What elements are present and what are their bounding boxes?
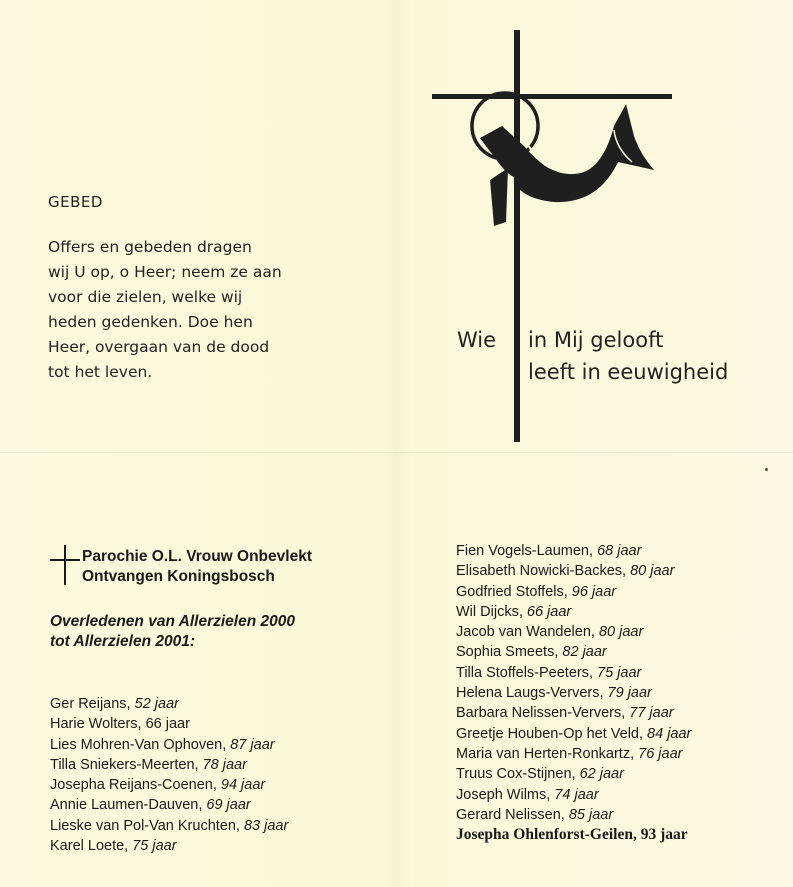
list-item: Karel Loete, 75 jaar [50, 838, 177, 855]
list-item: Josepha Reijans-Coenen, 94 jaar [50, 777, 266, 794]
motto-word: Wie [457, 328, 497, 352]
list-item: Elisabeth Nowicki-Backes, 80 jaar [456, 563, 675, 580]
list-item: Helena Laugs-Ververs, 79 jaar [456, 685, 652, 702]
list-item: Harie Wolters, 66 jaar [50, 716, 190, 733]
speck [765, 468, 768, 471]
motto-line2: leeft in eeuwigheid [528, 360, 729, 384]
period-line1: Overledenen van Allerzielen 2000 [50, 613, 295, 630]
list-item: Lies Mohren-Van Ophoven, 87 jaar [50, 736, 275, 753]
list-item: Maria van Herten-Ronkartz, 76 jaar [456, 745, 683, 762]
list-item: Godfried Stoffels, 96 jaar [456, 583, 617, 600]
deceased-list-left [50, 694, 288, 856]
list-item: Jacob van Wandelen, 80 jaar [456, 624, 644, 641]
prayer-block [48, 190, 282, 385]
fold-line [0, 452, 793, 454]
list-item: Lieske van Pol-Van Kruchten, 83 jaar [50, 817, 289, 834]
small-cross-icon [50, 545, 80, 585]
prayer-line: tot het leven. [48, 363, 153, 381]
list-item: Joseph Wilms, 74 jaar [456, 786, 599, 803]
list-item: Sophia Smeets, 82 jaar [456, 644, 607, 661]
list-item: Fien Vogels-Laumen, 68 jaar [456, 543, 642, 559]
list-item: Wil Dijcks, 66 jaar [456, 603, 572, 620]
parish-line2: Ontvangen Koningsbosch [82, 568, 275, 585]
period-heading [50, 612, 295, 652]
prayer-line: Heer, overgaan van de dood [48, 338, 270, 356]
list-item: Ger Reijans, 52 jaar [50, 696, 179, 712]
period-line2: tot Allerzielen 2001: [50, 633, 196, 650]
list-item: Greetje Houben-Op het Veld, 84 jaar [456, 725, 692, 742]
parish-line1: Parochie O.L. Vrouw Onbevlekt [82, 548, 312, 565]
motto-line1: in Mij gelooft [528, 328, 664, 352]
prayer-line: heden gedenken. Doe hen [48, 313, 253, 331]
list-item: Tilla Sniekers-Meerten, 78 jaar [50, 756, 247, 773]
list-item: Tilla Stoffels-Peeters, 75 jaar [456, 664, 642, 681]
parish-name [82, 547, 312, 587]
prayer-line: wij U op, o Heer; neem ze aan [48, 263, 282, 281]
list-item: Annie Laumen-Dauven, 69 jaar [50, 797, 251, 814]
deceased-list-right [456, 541, 691, 845]
list-item: Truus Cox-Stijnen, 62 jaar [456, 766, 624, 783]
prayer-line: voor die zielen, welke wij [48, 288, 243, 306]
prayer-title: GEBED [48, 193, 103, 211]
list-item: Gerard Nelissen, 85 jaar [456, 806, 614, 823]
list-item: Barbara Nelissen-Ververs, 77 jaar [456, 705, 674, 722]
prayer-line: Offers en gebeden dragen [48, 238, 252, 256]
list-item: Josepha Ohlenforst-Geilen, 93 jaar [456, 826, 688, 844]
